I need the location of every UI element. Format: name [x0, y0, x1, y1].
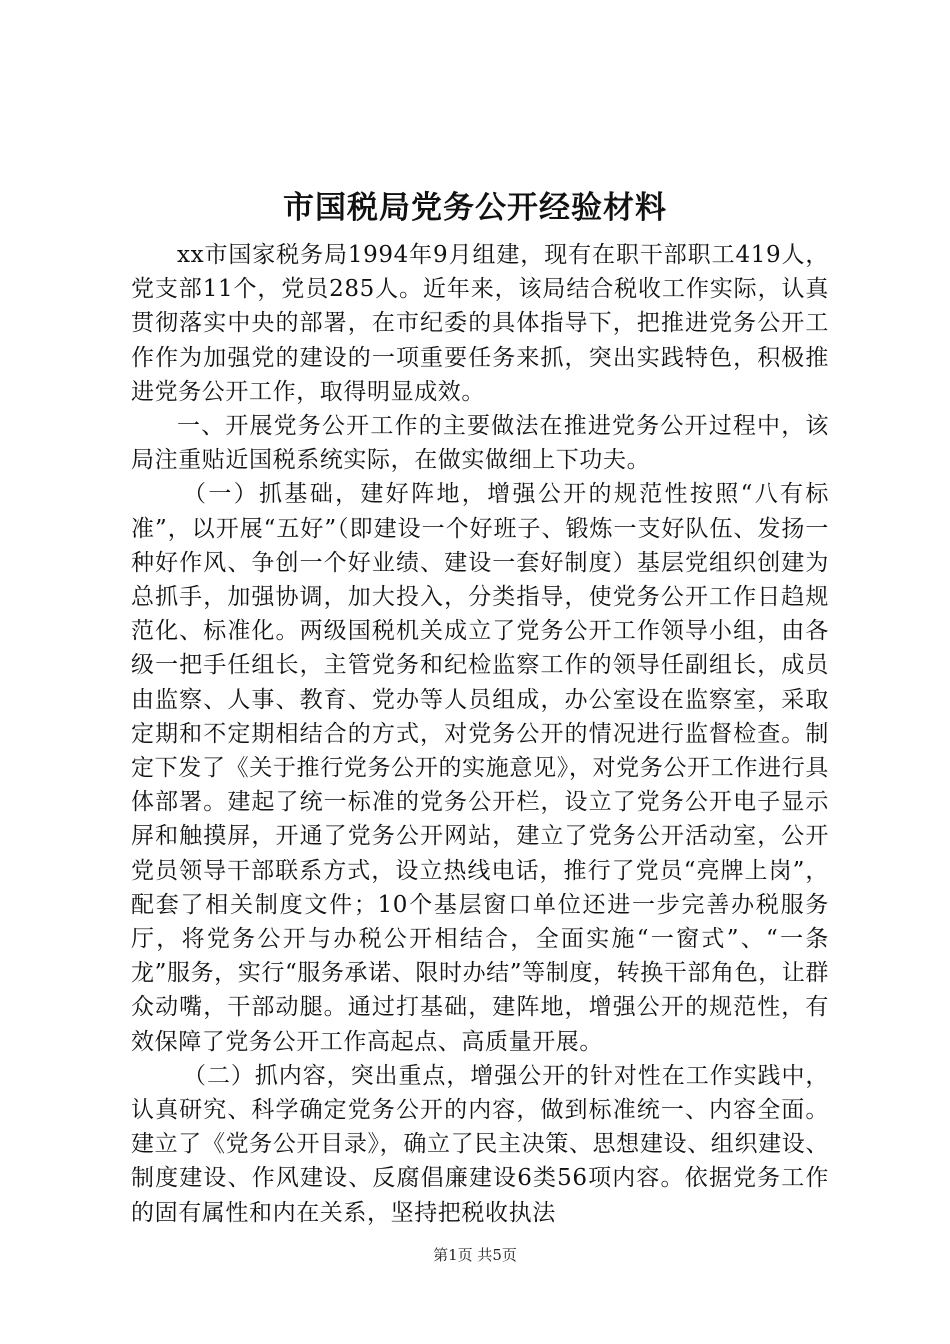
- page-number-footer: 第1页 共5页: [433, 1246, 517, 1264]
- paragraph-section-1: 一、开展党务公开工作的主要做法在推进党务公开过程中，该局注重贴近国税系统实际，在做实做细上下功夫。: [131, 413, 829, 474]
- document-title: 市国税局党务公开经验材料: [283, 190, 667, 226]
- document-body: [131, 238, 829, 1230]
- paragraph-subsection-2: （二）抓内容，突出重点，增强公开的针对性在工作实践中，认真研究、科学确定党务公开的内容，做到标准统一、内容全面。建立了《党务公开目录》，确立了民主决策、思想建设、组织建设、制度建设、作风建设、反腐倡廉建设6类56项内容。依据党务工作的固有属性和内在关系，坚持把税收执法: [131, 1062, 829, 1226]
- paragraph-intro: xx市国家税务局1994年9月组建，现有在职干部职工419人，党支部11个，党员285人。近年来，该局结合税收工作实际，认真贯彻落实中央的部署，在市纪委的具体指导下，把推进党务公开工作作为加强党的建设的一项重要任务来抓，突出实践特色，积极推进党务公开工作，取得明显成效。: [131, 242, 829, 405]
- paragraph-subsection-1: （一）抓基础，建好阵地，增强公开的规范性按照“八有标准”，以开展“五好”（即建设一个好班子、锻炼一支好队伍、发扬一种好作风、争创一个好业绩、建设一套好制度）基层党组织创建为总抓手，加强协调，加大投入，分类指导，使党务公开工作日趋规范化、标准化。两级国税机关成立了党务公开工作领导小组，由各级一把手任组长，主管党务和纪检监察工作的领导任副组长，成员由监察、人事、教育、党办等人员组成，办公室设在监察室，采取定期和不定期相结合的方式，对党务公开的情况进行监督检查。制定下发了《关于推行党务公开的实施意见》，对党务公开工作进行具体部署。建起了统一标准的党务公开栏，设立了党务公开电子显示屏和触摸屏，开通了党务公开网站，建立了党务公开活动室，公开党员领导干部联系方式，设立热线电话，推行了党员“亮牌上岗”，配套了相关制度文件；10个基层窗口单位还进一步完善办税服务厅，将党务公开与办税公开相结合，全面实施“一窗式”、“一条龙”服务，实行“服务承诺、限时办结”等制度，转换干部角色，让群众动嘴，干部动腿。通过打基础，建阵地，增强公开的规范性，有效保障了党务公开工作高起点、高质量开展。: [131, 481, 829, 1055]
